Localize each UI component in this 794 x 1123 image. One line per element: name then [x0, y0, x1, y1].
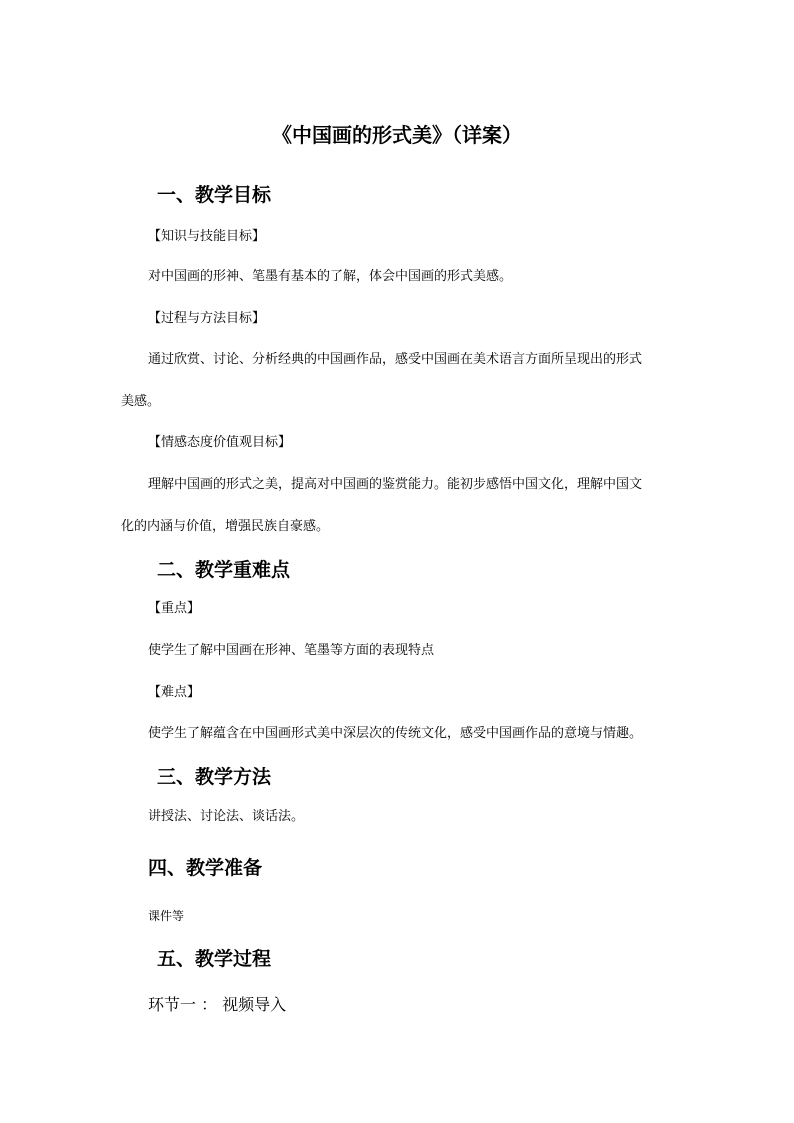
methods-text: 讲授法、讨论法、谈话法。 — [148, 809, 305, 824]
knowledge-goal-label: 【知识与技能目标】 — [148, 229, 266, 244]
emotion-goal-label: 【情感态度价值观目标】 — [148, 435, 292, 450]
difficult-point-text: 使学生了解蕴含在中国画形式美中深层次的传统文化，感受中国画作品的意境与情趣。 — [148, 726, 643, 741]
emotion-goal-text-line1: 理解中国画的形式之美，提高对中国画的鉴赏能力。能初步感悟中国文化，理解中国文 — [148, 477, 643, 492]
key-point-text: 使学生了解中国画在形神、笔墨等方面的表现特点 — [148, 643, 435, 658]
section-heading-methods: 三、教学方法 — [157, 766, 272, 788]
process-goal-label: 【过程与方法目标】 — [148, 311, 266, 326]
key-point-label: 【重点】 — [148, 601, 201, 616]
section-heading-process: 五、教学过程 — [157, 948, 272, 970]
process-goal-text-line1: 通过欣赏、讨论、分析经典的中国画作品，感受中国画在美术语言方面所呈现出的形式 — [148, 352, 643, 367]
document-title: 《中国画的形式美》（详案） — [272, 123, 522, 147]
knowledge-goal-text: 对中国画的形神、笔墨有基本的了解，体会中国画的形式美感。 — [148, 269, 513, 284]
section-heading-preparation: 四、教学准备 — [148, 857, 263, 879]
difficult-point-label: 【难点】 — [148, 685, 201, 700]
process-goal-text-line2: 美感。 — [121, 394, 161, 409]
process-step-1: 环节一 ： 视频导入 — [148, 995, 287, 1014]
section-heading-objectives: 一、教学目标 — [157, 184, 272, 206]
section-heading-key-points: 二、教学重难点 — [157, 559, 291, 581]
emotion-goal-text-line2: 化的内涵与价值，增强民族自豪感。 — [121, 519, 330, 534]
preparation-text: 课件等 — [148, 909, 185, 923]
